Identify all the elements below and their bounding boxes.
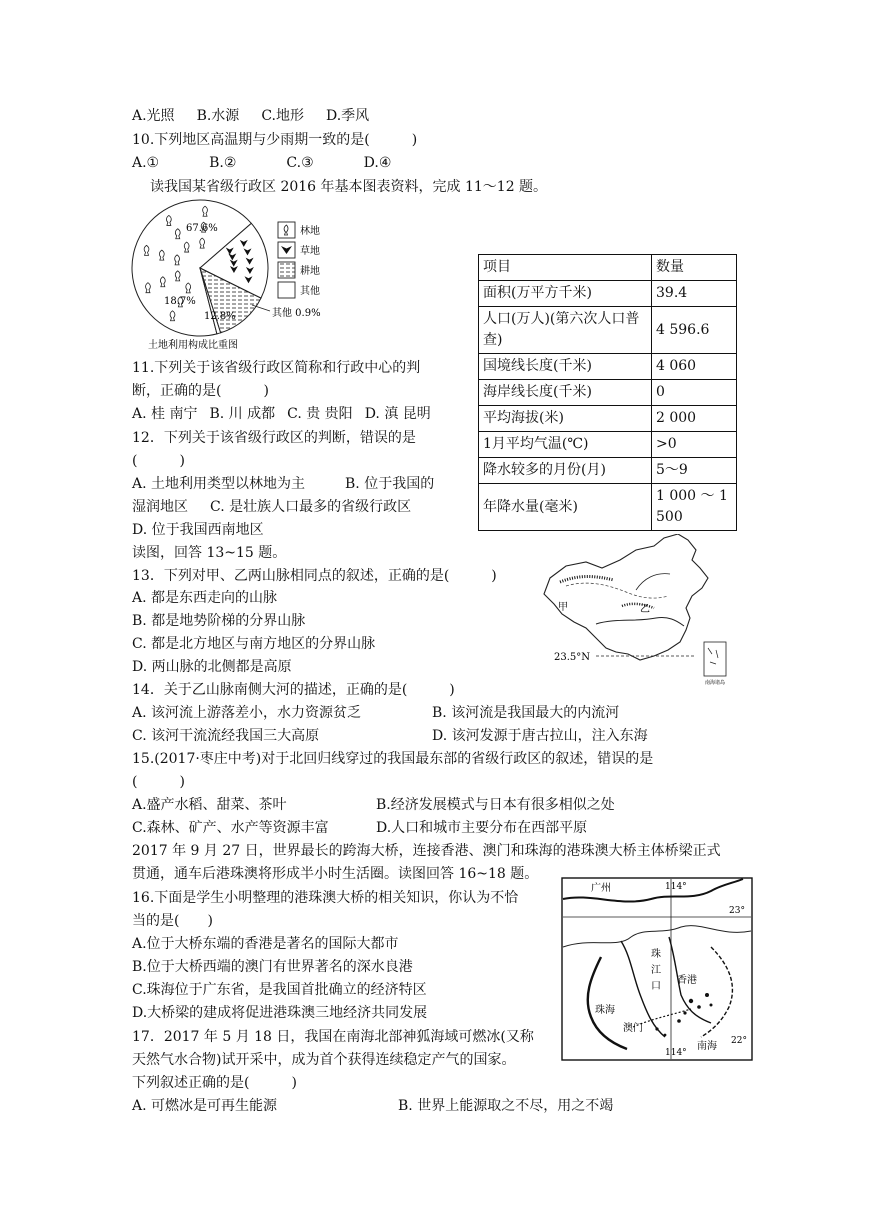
table-row: [479, 354, 737, 380]
intro-13-15: 读图，回答 13~15 题。: [132, 545, 287, 561]
legend-swatch-other: [278, 282, 295, 298]
q13-stem: 13．下列对甲、乙两山脉相同点的叙述，正确的是( ): [132, 568, 497, 584]
table-row: [479, 406, 737, 432]
q12-option-a: A. 土地利用类型以林地为主: [132, 476, 306, 492]
label-lat-22: 22°: [731, 1036, 747, 1046]
label-tropic: 23.5°N: [554, 652, 591, 663]
table-cell: 海岸线长度(千米): [479, 380, 652, 406]
q9-option-a: A.光照: [132, 108, 175, 124]
q12-stem-1: 12．下列关于该省级行政区的判断，错误的是: [132, 430, 416, 446]
q10-option-a: A.①: [132, 155, 160, 171]
legend-label-other: 其他: [300, 286, 320, 297]
pie-label-farm: 12.8%: [204, 311, 236, 322]
q16-stem-1: 16.下面是学生小明整理的港珠澳大桥的相关知识，你认为不恰: [132, 890, 519, 906]
label-lon-114-top: 114°: [665, 882, 687, 892]
q16-stem-2: 当的是( ): [132, 913, 213, 929]
label-zhuhai: 珠海: [595, 1005, 615, 1016]
q14-option-d: D. 该河发源于唐古拉山，注入东海: [432, 728, 648, 744]
q17-line-ab: [132, 1096, 613, 1116]
table-cell: 人口(万人)(第六次人口普查): [479, 307, 652, 354]
table-cell: 4 060: [652, 354, 737, 380]
pie-legend: [278, 222, 320, 298]
table-row: [479, 380, 737, 406]
label-south-sea: 南海: [697, 1041, 717, 1052]
legend-label-grass: 草地: [300, 246, 320, 257]
table-header-item: 项目: [479, 255, 652, 281]
q11-options: [132, 404, 431, 424]
land-use-pie-chart: [130, 198, 466, 356]
q10-option-b: B.②: [209, 155, 237, 171]
south-sea-inset: [704, 642, 726, 676]
pie-label-other: 其他 0.9%: [272, 308, 321, 319]
q14-stem: 14．关于乙山脉南侧大河的描述，正确的是( ): [132, 682, 455, 698]
table-cell: 国境线长度(千米): [479, 354, 652, 380]
inset-label: 南海诸岛: [705, 680, 726, 686]
legend-swatch-forest: [278, 222, 295, 238]
label-lat-23: 23°: [729, 906, 745, 916]
q10-stem: 10.下列地区高温期与少雨期一致的是( ): [132, 132, 418, 148]
table-cell: 2 000: [652, 406, 737, 432]
legend-label-farm: 耕地: [300, 266, 320, 277]
q12-line-bc: [132, 497, 411, 517]
q14-line-cd: [132, 726, 648, 746]
q15-option-d: D.人口和城市主要分布在西部平原: [376, 820, 588, 836]
q11-stem-1: 11.下列关于该省级行政区简称和行政中心的判: [132, 360, 421, 376]
q9-option-d: D.季风: [325, 108, 370, 124]
q11-option-c: C. 贵 贵阳: [287, 406, 353, 422]
q16-option-b: B.位于大桥西端的澳门有世界著名的深水良港: [132, 959, 413, 975]
china-outline: [544, 534, 708, 660]
table-row: [479, 281, 737, 307]
q15-option-c: C.森林、矿产、水产等资源丰富: [132, 820, 329, 836]
label-lon-114-bottom: 114°: [665, 1048, 687, 1058]
q15-stem-2: ( ): [132, 774, 185, 790]
q15-line-cd: [132, 818, 587, 838]
q12-option-c: C. 是壮族人口最多的省级行政区: [210, 499, 412, 515]
table-cell: >0: [652, 432, 737, 458]
table-cell: 5～9: [652, 458, 737, 484]
intro-16-18-line-1: 2017 年 9 月 27 日，世界最长的跨海大桥，连接香港、澳门和珠海的港珠澳大桥主体桥梁正式: [132, 843, 721, 859]
q14-line-ab: [132, 703, 619, 723]
table-row: [479, 484, 737, 531]
q12-option-b-cont: 湿润地区: [132, 499, 188, 515]
q15-option-b: B.经济发展模式与日本有很多相似之处: [376, 797, 615, 813]
q12-line-ab: [132, 474, 434, 494]
table-row: [479, 307, 737, 354]
q11-option-d: D. 滇 昆明: [364, 406, 431, 422]
q14-option-a: A. 该河流上游落差小，水力资源贫乏: [132, 705, 362, 721]
table-cell: 1 000 ～ 1 500: [652, 484, 737, 531]
table-cell: 39.4: [652, 281, 737, 307]
pie-label-forest: 67.6%: [186, 223, 218, 234]
q13-option-b: B. 都是地势阶梯的分界山脉: [132, 613, 306, 629]
q17-stem-2: 天然气水合物)试开采中，成为首个获得连续稳定产气的国家。: [132, 1052, 516, 1068]
label-macau: 澳门: [623, 1023, 643, 1034]
table-cell: 年降水量(毫米): [479, 484, 652, 531]
q14-option-b: B. 该河流是我国最大的内流河: [432, 705, 620, 721]
label-hongkong: 香港: [677, 975, 697, 986]
table-cell: 1月平均气温(℃): [479, 432, 652, 458]
q17-option-b: B. 世界上能源取之不尽，用之不竭: [398, 1098, 614, 1114]
label-yi: 乙: [640, 604, 650, 615]
q10-option-c: C.③: [286, 155, 314, 171]
q12-option-d: D. 位于我国西南地区: [132, 522, 264, 538]
province-stats-table: [478, 254, 737, 531]
china-map: [536, 534, 736, 686]
label-jia: 甲: [558, 602, 568, 613]
label-kou: 口: [651, 981, 661, 992]
q17-option-a: A. 可燃冰是可再生能源: [132, 1098, 278, 1114]
q11-option-a: A. 桂 南宁: [132, 406, 198, 422]
q16-option-c: C.珠海位于广东省，是我国首批确立的经济特区: [132, 982, 427, 998]
table-header-value: 数量: [652, 255, 737, 281]
q16-option-a: A.位于大桥东端的香港是著名的国际大都市: [132, 936, 399, 952]
q13-option-d: D. 两山脉的北侧都是高原: [132, 659, 292, 675]
table-cell: 降水较多的月份(月): [479, 458, 652, 484]
label-jiang: 江: [651, 965, 661, 976]
q13-option-a: A. 都是东西走向的山脉: [132, 590, 278, 606]
table-header-row: [479, 255, 737, 281]
q11-option-b: B. 川 成都: [209, 406, 276, 422]
q14-option-c: C. 该河干流流经我国三大高原: [132, 728, 320, 744]
q16-option-d: D.大桥梁的建成将促进港珠澳三地经济共同发展: [132, 1005, 428, 1021]
q12-option-b: B. 位于我国的: [345, 476, 435, 492]
q11-stem-2: 断，正确的是( ): [132, 383, 269, 399]
pie-label-grass: 18.7%: [164, 296, 196, 307]
table-cell: 平均海拔(米): [479, 406, 652, 432]
legend-swatch-farm: [278, 262, 295, 278]
intro-16-18-line-2: 贯通，通车后港珠澳将形成半小时生活圈。读图回答 16~18 题。: [132, 866, 539, 882]
q10-options: [132, 153, 391, 173]
q12-stem-2: ( ): [132, 453, 185, 469]
q15-option-a: A.盛产水稻、甜菜、茶叶: [132, 797, 287, 813]
q17-stem-1: 17．2017 年 5 月 18 日，我国在南海北部神狐海域可燃冰(又称: [132, 1029, 534, 1045]
label-zhu: 珠: [651, 949, 661, 960]
intro-11-12: 读我国某省级行政区 2016 年基本图表资料，完成 11～12 题。: [150, 179, 548, 195]
q15-stem-1: 15.(2017·枣庄中考)对于北回归线穿过的我国最东部的省级行政区的叙述，错误的是: [132, 751, 654, 767]
table-cell: 0: [652, 380, 737, 406]
q17-stem-3: 下列叙述正确的是( ): [132, 1075, 297, 1091]
q10-option-d: D.④: [363, 155, 392, 171]
label-guangzhou: 广州: [591, 883, 611, 894]
q9-option-b: B.水源: [196, 108, 240, 124]
prd-map: [561, 877, 753, 1061]
q9-options: [132, 106, 369, 126]
table-row: [479, 432, 737, 458]
table-cell: 面积(万平方千米): [479, 281, 652, 307]
q15-line-ab: [132, 795, 615, 815]
q13-option-c: C. 都是北方地区与南方地区的分界山脉: [132, 636, 376, 652]
table-row: [479, 458, 737, 484]
table-cell: 4 596.6: [652, 307, 737, 354]
q9-option-c: C.地形: [261, 108, 304, 124]
legend-label-forest: 林地: [300, 226, 320, 237]
pie-caption: 土地利用构成比重图: [148, 340, 238, 351]
